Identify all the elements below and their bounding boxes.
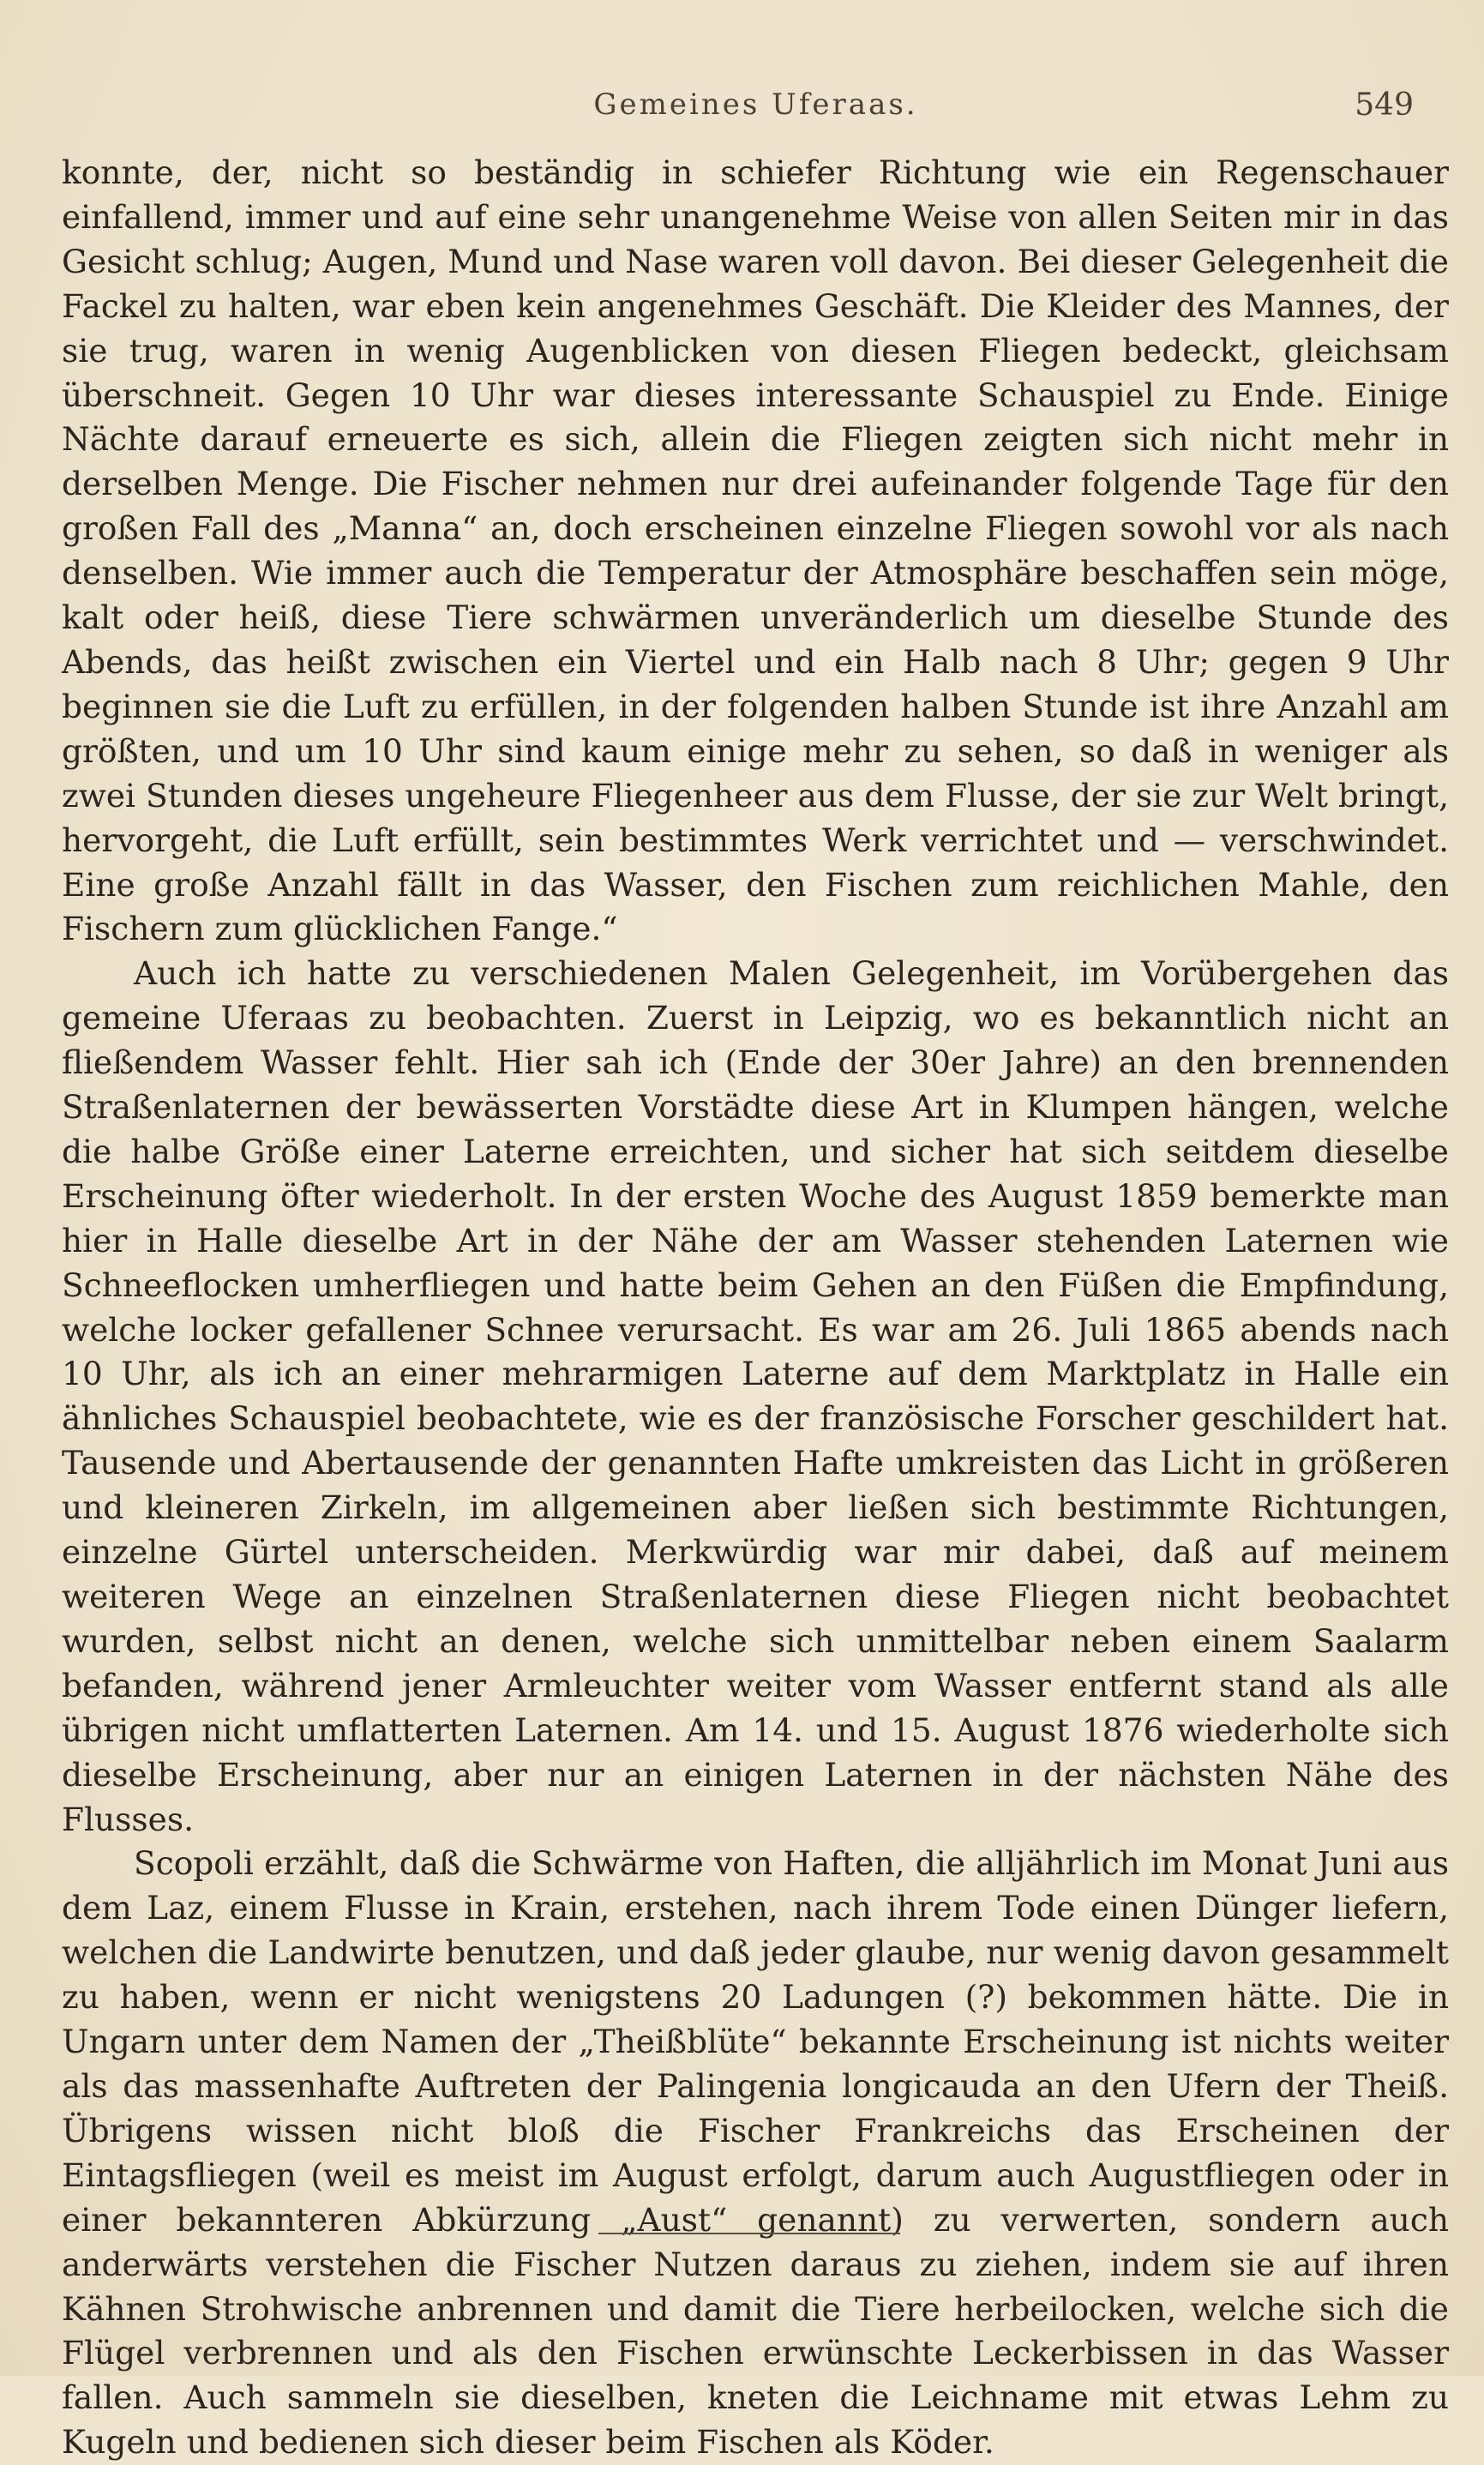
- page-header: [62, 82, 1450, 130]
- paragraph: Scopoli erzählt, daß die Schwärme von Haften, die alljährlich im Monat Juni aus dem Laz, einem Flusse in Krain, erstehen, nach ihrem Tode einen Dünger liefern, welchen die Landwirte benutzen, und daß jeder glaube, nur wenig davon gesammelt zu haben, wenn er nicht wenigstens 20 Ladungen (?) bekommen hätte. Die in Ungarn unter dem Namen der „Theißblüte“ bekannte Erscheinung ist nichts weiter als das massenhafte Auftreten der Palingenia longicauda an den Ufern der Theiß. Übrigens wissen nicht bloß die Fischer Frankreichs das Erscheinen der Eintagsfliegen (weil es meist im August erfolgt, darum auch Augustfliegen oder in einer bekannteren Abkürzung „Aust“ genannt) zu verwerten, sondern auch anderwärts verstehen die Fischer Nutzen daraus zu ziehen, indem sie auf ihren Kähnen Strohwische anbrennen und damit die Tiere herbeilocken, welche sich die Flügel verbrennen und als den Fischen erwünschte Leckerbissen in das Wasser fallen. Auch sammeln sie dieselben, kneten die Leichname mit etwas Lehm zu Kugeln und bedienen sich dieser beim Fischen als Köder.: [62, 1844, 1449, 2462]
- running-title: Gemeines Uferaas.: [593, 87, 918, 122]
- paragraph: konnte, der, nicht so beständig in schiefer Richtung wie ein Regenschauer einfallend, immer und auf eine sehr unangenehme Weise von allen Seiten mir in das Gesicht schlug; Augen, Mund und Nase waren voll davon. Bei dieser Gelegenheit die Fackel zu halten, war eben kein angenehmes Geschäft. Die Kleider des Mannes, der sie trug, waren in wenig Augenblicken von diesen Fliegen bedeckt, gleichsam überschneit. Gegen 10 Uhr war dieses interessante Schauspiel zu Ende. Einige Nächte darauf erneuerte es sich, allein die Fliegen zeigten sich nicht mehr in derselben Menge. Die Fischer nehmen nur drei aufeinander folgende Tage für den großen Fall des „Manna“ an, doch erscheinen einzelne Fliegen sowohl vor als nach denselben. Wie immer auch die Temperatur der Atmosphäre beschaffen sein möge, kalt oder heiß, diese Tiere schwärmen unveränderlich um dieselbe Stunde des Abends, das heißt zwischen ein Viertel und ein Halb nach 8 Uhr; gegen 9 Uhr beginnen sie die Luft zu erfüllen, in der folgenden halben Stunde ist ihre Anzahl am größten, und um 10 Uhr sind kaum einige mehr zu sehen, so daß in weniger als zwei Stunden dieses ungeheure Fliegenheer aus dem Flusse, der sie zur Welt bringt, hervorgeht, die Luft erfüllt, sein bestimmtes Werk verrichtet und — verschwindet. Eine große Anzahl fällt in das Wasser, den Fischen zum reichlichen Mahle, den Fischern zum glücklichen Fange.“: [62, 153, 1449, 948]
- page-number: 549: [1355, 87, 1414, 123]
- end-rule: [598, 2233, 900, 2234]
- body-text: [62, 151, 1449, 2465]
- paragraph: Auch ich hatte zu verschiedenen Malen Gelegenheit, im Vorübergehen das gemeine Uferaas zu beobachten. Zuerst in Leipzig, wo es bekanntlich nicht an fließendem Wasser fehlt. Hier sah ich (Ende der 30er Jahre) an den brennenden Straßenlaternen der bewässerten Vorstädte diese Art in Klumpen hängen, welche die halbe Größe einer Laterne erreichten, und sicher hat sich seitdem dieselbe Erscheinung öfter wiederholt. In der ersten Woche des August 1859 bemerkte man hier in Halle dieselbe Art in der Nähe der am Wasser stehenden Laternen wie Schneeflocken umherfliegen und hatte beim Gehen an den Füßen die Empfindung, welche locker gefallener Schnee verursacht. Es war am 26. Juli 1865 abends nach 10 Uhr, als ich an einer mehrarmigen Laterne auf dem Marktplatz in Halle ein ähnliches Schauspiel beobachtete, wie es der französische Forscher geschildert hat. Tausende und Abertausende der genannten Hafte umkreisten das Licht in größeren und kleineren Zirkeln, im allgemeinen aber ließen sich bestimmte Richtungen, einzelne Gürtel unterscheiden. Merkwürdig war mir dabei, daß auf meinem weiteren Wege an einzelnen Straßenlaternen diese Fliegen nicht beobachtet wurden, selbst nicht an denen, welche sich unmittelbar neben einem Saalarm befanden, während jener Armleuchter weiter vom Wasser entfernt stand als alle übrigen nicht umflatterten Laternen. Am 14. und 15. August 1876 wiederholte sich dieselbe Erscheinung, aber nur an einigen Laternen in der nächsten Nähe des Flusses.: [62, 954, 1449, 1838]
